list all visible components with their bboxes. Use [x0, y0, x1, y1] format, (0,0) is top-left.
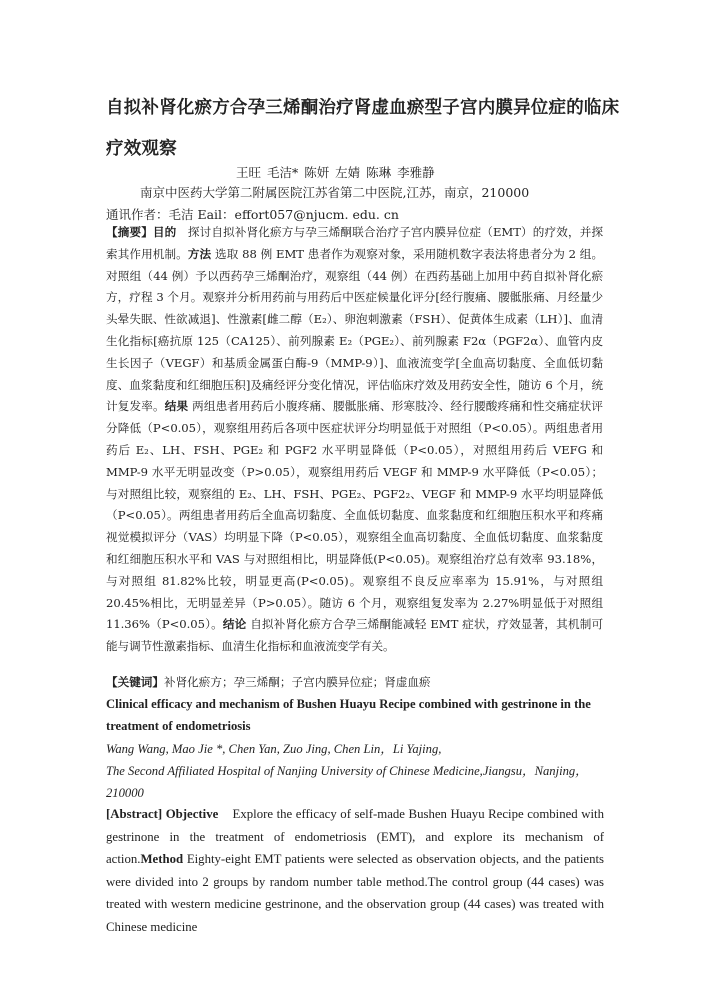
abstract-result-text: 两组患者用药后小腹疼痛、腰骶胀痛、形寒肢冷、经行腰酸疼痛和性交痛症状评分降低（P<0.05），观察组用药后各项中医症状评分均明显低于对照组（P<0.05）。两组患者用药后 E₂、LH、FSH、PGE₂ 和 PGF2 水平明显降低（P<0.05），对照组用药后 VEFG 和 MMP-9 水平无明显改变（P>0.05），观察组用药后 VEGF 和 MMP-9 水平降低（P<0.05）；与对照组比较，观察组的 E₂、LH、FSH、PGE₂、PGF2₂、VEGF 和 MMP-9 水平均明显降低（P<0.05）。两组患者用药后全血高切黏度、全血低切黏度、血浆黏度和红细胞压积水平和疼痛视觉模拟评分（VAS）均明显下降（P<0.05），观察组全血高切黏度、全血低切黏度、血浆黏度和红细胞压积水平和 VAS 与对照组相比，明显降低(P<0.05)。观察组治疗总有效率 93.18%，与对照组 81.82%比较，明显更高(P<0.05)。观察组不良反应率率为 15.91%，与对照组 20.45%相比，无明显差异（P>0.05）。随访 6 个月，观察组复发率为 2.27%明显低于对照组 11.36%（P<0.05）。 — [106, 399, 603, 632]
en-abstract-objective-text: Explore the efficacy of self-made Bushen Huayu Recipe combined with gestrinone in the treatment of endometriosis (EMT), and explore its mechanism of action. — [106, 807, 605, 867]
en-abstract-method-label: Method — [140, 852, 184, 867]
keywords-label: 【关键词】 — [106, 675, 164, 689]
keywords-text: 补肾化瘀方；孕三烯酮；子宫内膜异位症；肾虚血瘀 — [163, 675, 431, 689]
paper-title-line-2: 疗效观察 — [106, 139, 177, 159]
corresponding-author: 通讯作者：毛洁 Eail：effort057@njucm. edu. cn — [106, 207, 399, 222]
abstract-conclusion-label: 结论 — [222, 617, 247, 632]
abstract-objective-text: 探讨自拟补肾化瘀方与孕三烯酮联合治疗子宫内膜异位症（EMT）的疗效，并探索其作用机制。 — [106, 225, 604, 261]
chinese-abstract — [106, 222, 603, 658]
abstract-objective-label: 【摘要】目的 — [106, 225, 177, 239]
abstract-method-label: 方法 — [187, 246, 212, 261]
english-affiliation: The Second Affiliated Hospital of Nanjing University of Chinese Medicine,Jiangsu，Nanjing，210000 — [106, 764, 588, 800]
abstract-result-label: 结果 — [164, 399, 189, 414]
affiliation: 南京中医药大学第二附属医院江苏省第二中医院,江苏，南京，210000 — [140, 185, 530, 200]
english-abstract — [106, 803, 604, 939]
english-author-list: Wang Wang, Mao Jie *, Chen Yan, Zuo Jing, Chen Lin，Li Yajing, — [106, 742, 442, 756]
keywords — [106, 674, 431, 690]
en-abstract-method-text: Eighty-eight EMT patients were selected as observation objects, and the patients were divided into 2 groups by random number table method.The control group (44 cases) was treated with western medicine gestrinone, and the observation group (44 cases) was treated with Chinese medicine — [106, 852, 604, 934]
abstract-conclusion-text: 自拟补肾化瘀方合孕三烯酮能减轻 EMT 症状，疗效显著，其机制可能与调节性激素指标、血清生化指标和血液流变学有关。 — [106, 617, 603, 654]
abstract-method-text: 选取 88 例 EMT 患者作为观察对象，采用随机数字表法将患者分为 2 组。对照组（44 例）予以西药孕三烯酮治疗，观察组（44 例）在西药基础上加用中药自拟补肾化瘀方，疗程 3 个月。观察并分析用药前与用药后中医症候量化评分[经行腹痛、腰骶胀痛、月经量少头晕失眠、性欲减退]、性激素[雌二醇（E₂）、卵泡刺激素（FSH）、促黄体生成素（LH）]、血清生化指标[癌抗原 125（CA125）、前列腺素 E₂（PGE₂）、前列腺素 F2α（PGF2α）、血管内皮生长因子（VEGF）和基质金属蛋白酶-9（MMP-9）]、血液流变学[全血高切黏度、全血低切黏度、血浆黏度和红细胞压积]及痛经评分变化情况，评估临床疗效及用药安全性，随访 6 个月，统计复发率。 — [106, 246, 603, 414]
en-abstract-objective-label: [Abstract] Objective — [106, 807, 219, 821]
english-title: Clinical efficacy and mechanism of Bushen Huayu Recipe combined with gestrinone in the treatment of endometriosis — [106, 697, 591, 733]
author-list: 王旺 毛洁* 陈妍 左婧 陈琳 李雅静 — [236, 165, 435, 180]
paper-title-line-1: 自拟补肾化瘀方合孕三烯酮治疗肾虚血瘀型子宫内膜异位症的临床 — [106, 98, 620, 118]
